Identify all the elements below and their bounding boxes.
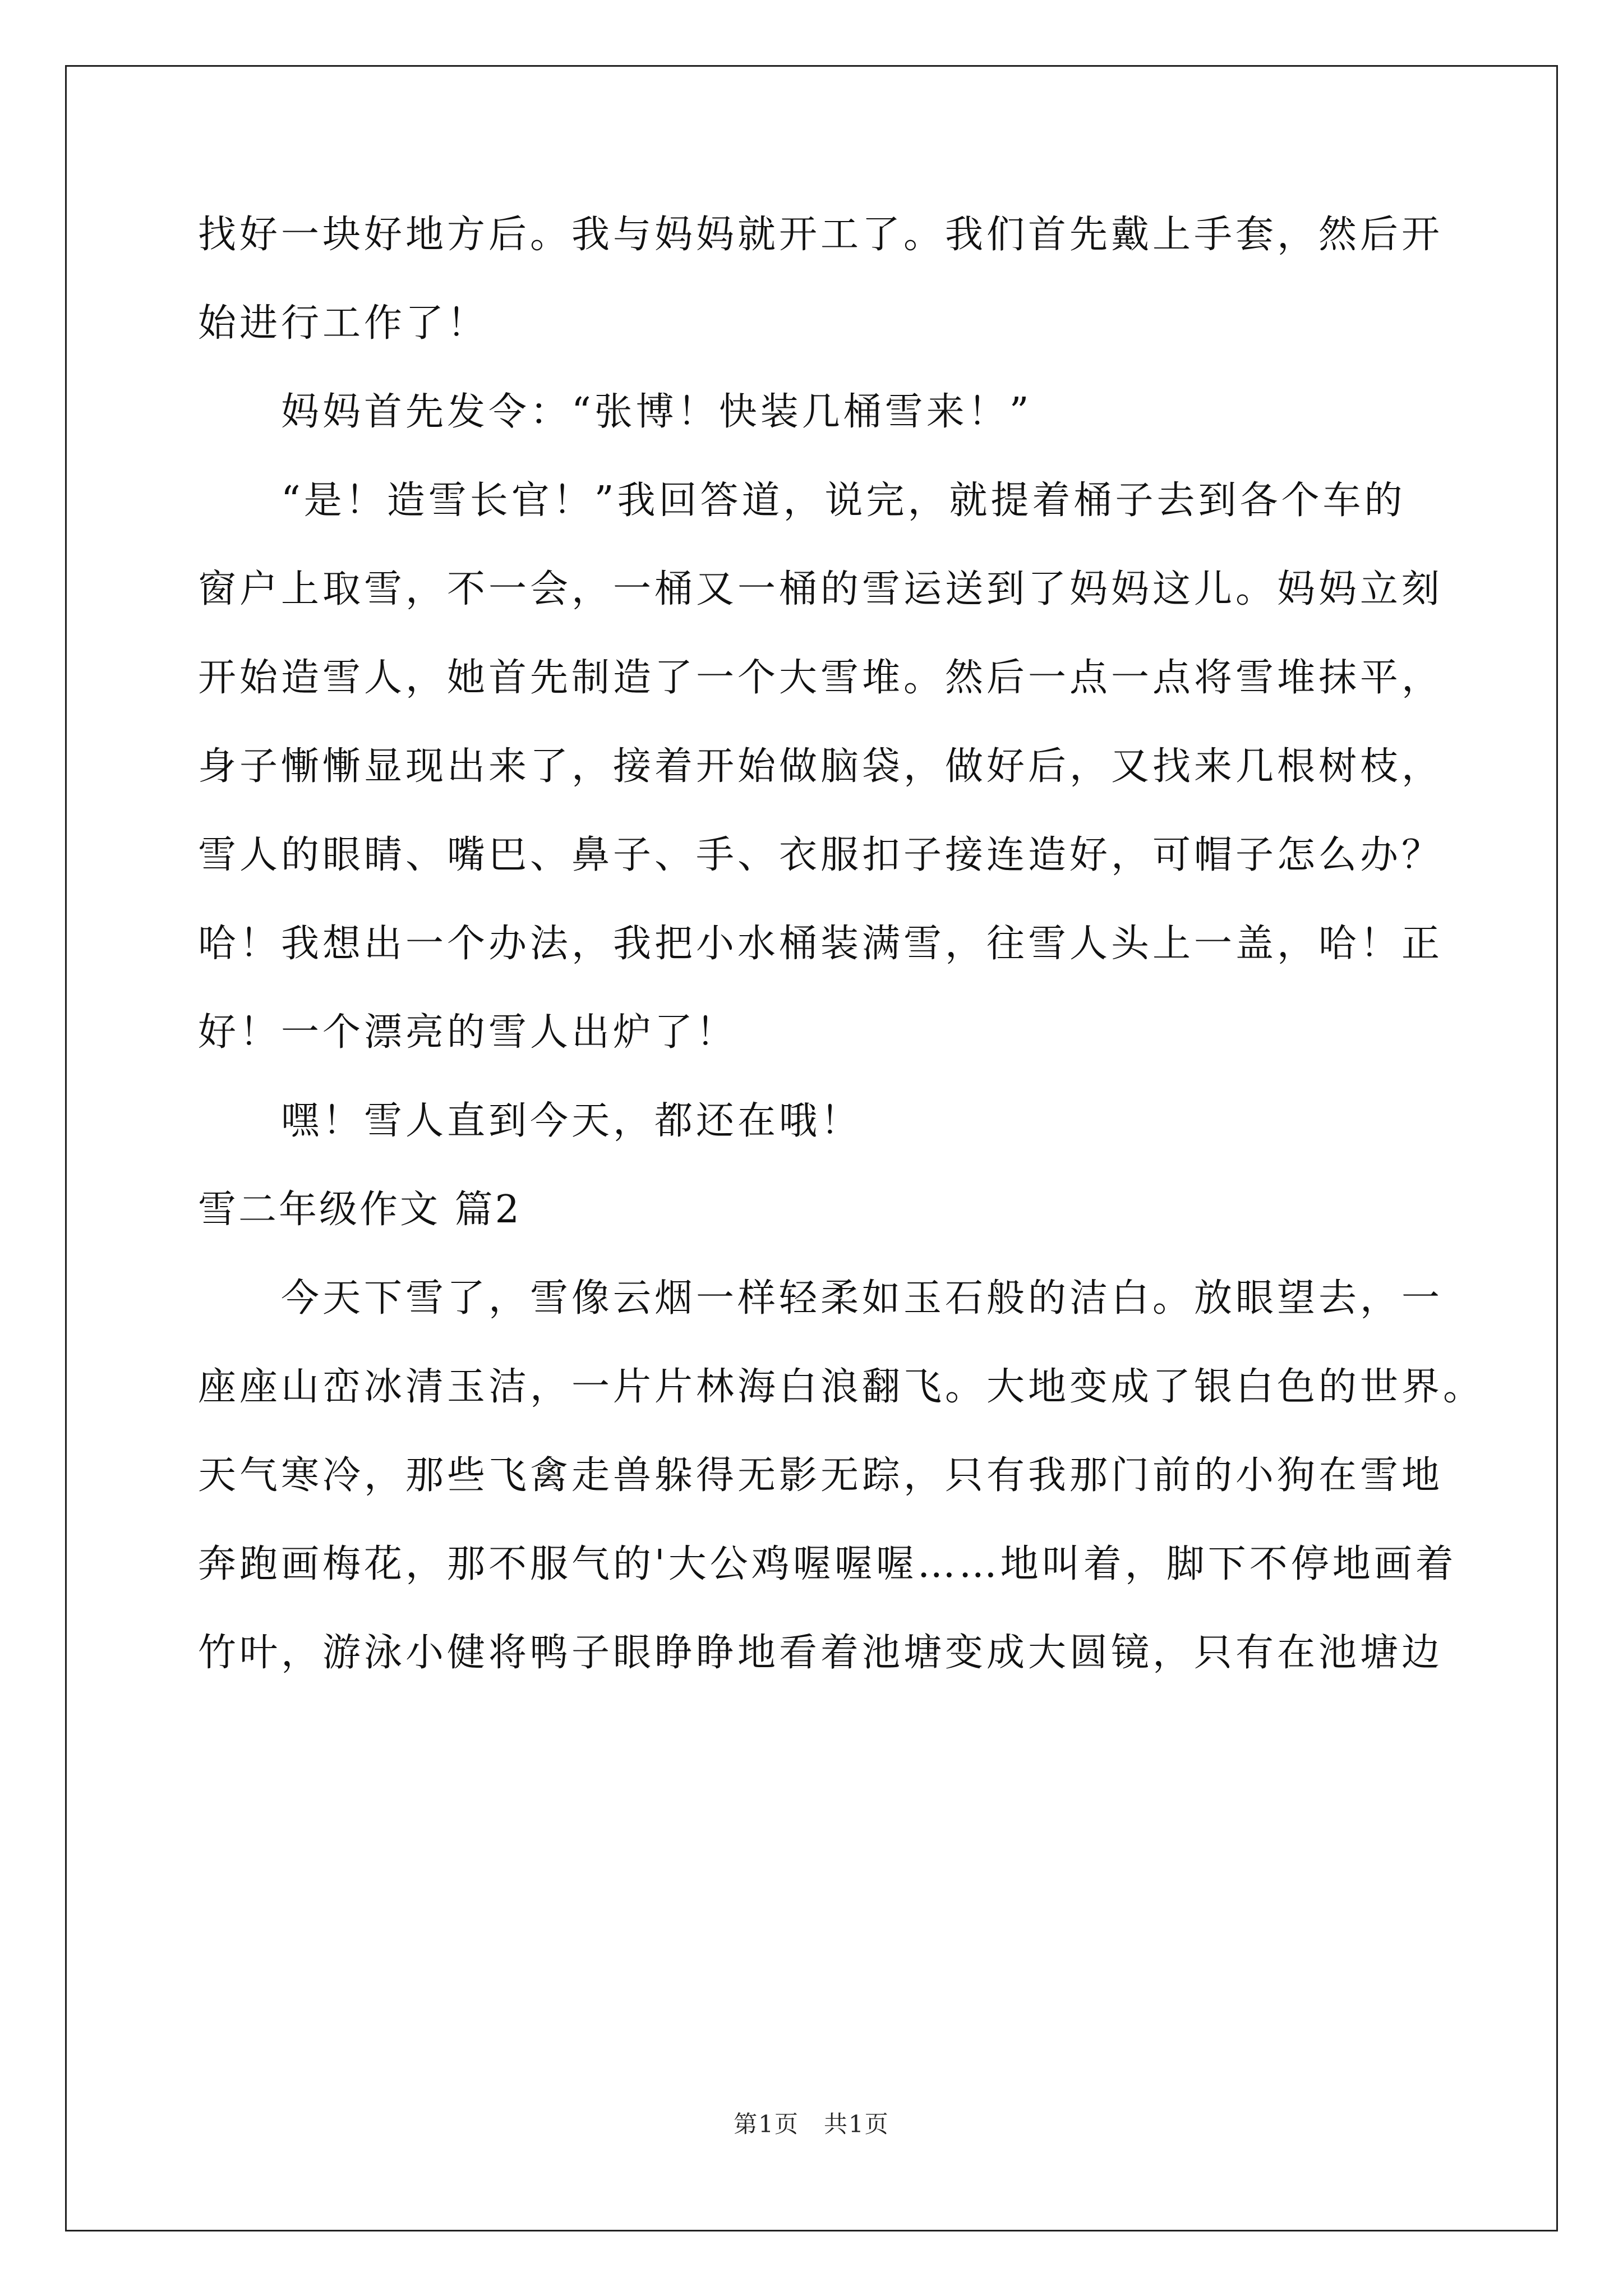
paragraph-line: 嘿！雪人直到今天，都还在哦！ <box>281 1099 863 1143</box>
paragraph-line: 竹叶，游泳小健将鸭子眼睁睁地看着池塘变成大圆镜，只有在池塘边 <box>198 1631 1444 1675</box>
paragraph-line: 找好一块好地方后。我与妈妈就开工了。我们首先戴上手套，然后开 <box>198 213 1444 257</box>
paragraph-line: 开始造雪人，她首先制造了一个大雪堆。然后一点一点将雪堆抹平， <box>198 656 1444 700</box>
paragraph-line: 始进行工作了！ <box>198 301 489 346</box>
paragraph-line: 哈！我想出一个办法，我把小水桶装满雪，往雪人头上一盖，哈！正 <box>198 922 1444 966</box>
document-body <box>198 213 1485 1723</box>
paragraph-line: 天气寒冷，那些飞禽走兽躲得无影无踪，只有我那门前的小狗在雪地 <box>198 1453 1444 1498</box>
paragraph-line: 好！一个漂亮的雪人出炉了！ <box>198 1010 738 1055</box>
section-heading: 雪二年级作文 篇2 <box>198 1188 522 1232</box>
paragraph-line: 窗户上取雪，不一会，一桶又一桶的雪运送到了妈妈这儿。妈妈立刻 <box>198 567 1444 611</box>
page-number-footer: 第1页 共1页 <box>734 2110 889 2138</box>
paragraph-line: “是！造雪长官！”我回答道，说完，就提着桶子去到各个车的 <box>281 478 1406 523</box>
paragraph-line: 雪人的眼睛、嘴巴、鼻子、手、衣服扣子接连造好，可帽子怎么办？ <box>198 833 1444 877</box>
paragraph-line: 今天下雪了，雪像云烟一样轻柔如玉石般的洁白。放眼望去，一 <box>281 1276 1444 1320</box>
paragraph-line: 妈妈首先发令：“张博！快装几桶雪来！” <box>281 390 1032 434</box>
paragraph-line: 座座山峦冰清玉洁，一片片林海白浪翻飞。大地变成了银白色的世界。 <box>198 1365 1485 1409</box>
paragraph-line: 奔跑画梅花，那不服气的'大公鸡喔喔喔……地叫着，脚下不停地画着 <box>198 1542 1457 1586</box>
paragraph-line: 身子慚慚显现出来了，接着开始做脑袋，做好后，又找来几根树枝， <box>198 744 1444 789</box>
